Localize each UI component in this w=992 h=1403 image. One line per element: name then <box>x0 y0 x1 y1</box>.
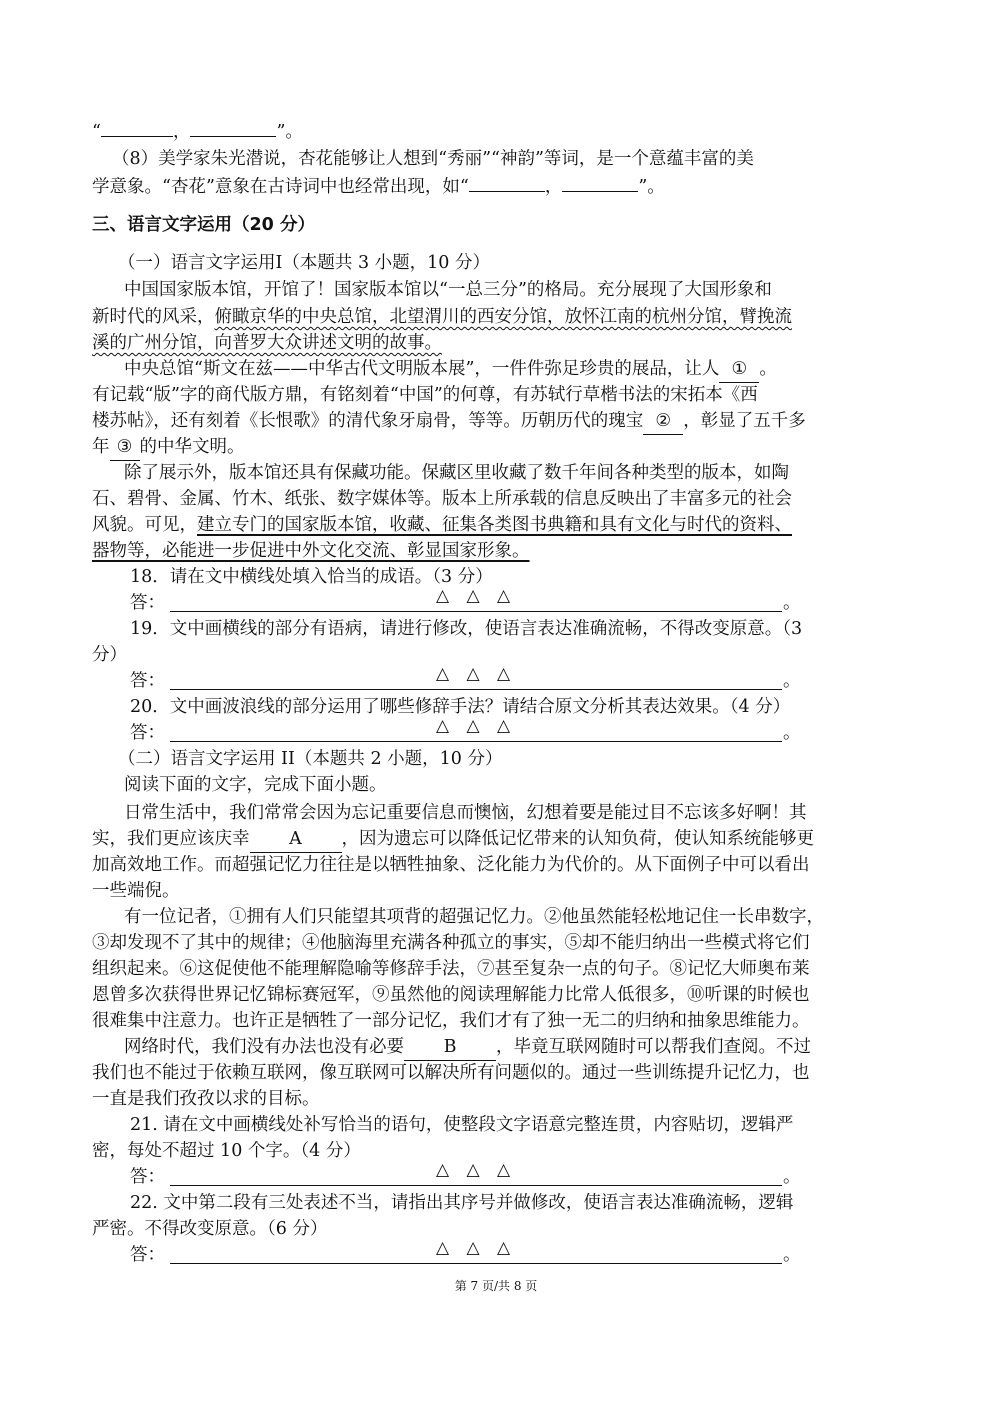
subsection-2-heading: （二）语言文字运用 II（本题共 2 小题，10 分） <box>118 749 503 769</box>
quote-open: “ <box>92 122 101 142</box>
para6-line3: 一直是我们孜孜以求的目标。 <box>92 1089 320 1109</box>
text: ，彰显了五千多 <box>683 411 806 431</box>
reading-instruction: 阅读下面的文字，完成下面小题。 <box>124 775 387 795</box>
question-19-line1: 19．文中画横线的部分有语病，请进行修改，使语言表达准确流畅，不得改变原意。（3 <box>130 619 803 639</box>
fill-blank[interactable] <box>469 173 545 192</box>
blank-3[interactable]: ③ <box>110 434 140 461</box>
para4-line2 <box>92 826 912 853</box>
para6-line1 <box>124 1034 944 1061</box>
underlined-text: 器物等，必能进一步促进中外文化交流、彰显国家形象。 <box>92 541 530 561</box>
para2-line4 <box>92 434 912 461</box>
poem-blank-line <box>92 118 912 145</box>
wavy-underlined-text: 溪的广州分馆，向普罗大众讲述文明的故事。 <box>92 333 442 353</box>
quote-close: ”。 <box>276 122 303 142</box>
text: 年 <box>92 437 110 457</box>
page-footer: 第 7 页/共 8 页 <box>454 1279 538 1293</box>
text: 中央总馆“斯文在兹——中华古代文明版本展”，一件件弥足珍贵的展品，让人 <box>124 359 720 379</box>
text: ，毕竟互联网随时可以帮我们查阅。不过 <box>496 1037 811 1057</box>
para2-line2: 有记载“版”字的商代版方鼎，有铭刻着“中国”的何尊，有苏轼行草楷书法的宋拓本《西 <box>92 385 758 405</box>
period: 。 <box>783 723 801 743</box>
text: 风貌。可见， <box>92 515 197 535</box>
period: 。 <box>783 593 801 613</box>
para1-line1: 中国国家版本馆，开馆了！国家版本馆以“一总三分”的格局。充分展现了大国形象和 <box>124 280 772 300</box>
fill-blank[interactable] <box>190 118 276 137</box>
para4-line4: 一些端倪。 <box>92 881 180 901</box>
para4-line3: 加高效地工作。而超强记忆力往往是以牺牲抽象、泛化能力为代价的。从下面例子中可以看出 <box>92 855 810 875</box>
period: 。 <box>783 1245 801 1265</box>
period: 。 <box>783 1167 801 1187</box>
text: 网络时代，我们没有办法也没有必要 <box>124 1037 404 1057</box>
placeholder-marks: △ △ △ <box>435 664 517 684</box>
para3-line4 <box>92 538 912 564</box>
para5-line4: 恩曾多次获得世界记忆锦标赛冠军，⑨虽然他的阅读理解能力比常人低很多，⑩听课的时候也 <box>92 985 810 1005</box>
para1-line3 <box>92 330 912 356</box>
para3-line2: 石、碧骨、金属、竹木、纸张、数字媒体等。版本上所承载的信息反映出了丰富多元的社会 <box>92 489 792 509</box>
para4-line1: 日常生活中，我们常常会因为忘记重要信息而懊恼，幻想着要是能过目不忘该多好啊！其 <box>124 803 807 823</box>
question-19-line2: 分） <box>92 645 127 665</box>
answer-label: 答： <box>130 1167 165 1187</box>
para3-line3 <box>92 512 912 538</box>
blank-1[interactable]: ① <box>719 356 759 383</box>
para5-line1: 有一位记者，①拥有人们只能望其项背的超强记忆力。②他虽然能轻松地记住一长串数字， <box>124 907 824 927</box>
subsection-1-heading: （一）语言文字运用Ⅰ（本题共 3 小题，10 分） <box>118 253 491 273</box>
placeholder-marks: △ △ △ <box>435 586 517 606</box>
para3-line1: 除了展示外，版本馆还具有保藏功能。保藏区里收藏了数千年间各种类型的版本，如陶 <box>124 463 789 483</box>
text: 的中华文明。 <box>139 437 245 457</box>
text: 楼苏帖》，还有刻着《长恨歌》的清代象牙扇骨，等等。历朝历代的瑰宝 <box>92 411 644 431</box>
wavy-underlined-text: 俯瞰京华的中央总馆，北望渭川的西安分馆，放怀江南的杭州分馆，臂挽流 <box>214 307 792 327</box>
text: ，因为遗忘可以降低记忆带来的认知负荷，使认知系统能够更 <box>341 829 814 849</box>
answer-line-18[interactable] <box>170 587 782 612</box>
para6-line2: 我们也不能过于依赖互联网，像互联网可以解决所有问题似的。通过一些训练提升记忆力，也 <box>92 1063 810 1083</box>
section-3-heading: 三、语言文字运用（20 分） <box>92 215 315 235</box>
placeholder-marks: △ △ △ <box>435 1238 517 1258</box>
answer-line-20[interactable] <box>170 717 782 742</box>
para5-line2: ③却发现不了其中的规律；④他脑海里充满各种孤立的事实，⑤却不能归纳出一些模式将它们 <box>92 933 810 953</box>
question-21-line1: 21. 请在文中画横线处补写恰当的语句，使整段文字语意完整连贯，内容贴切，逻辑严 <box>130 1115 794 1135</box>
quote-close: ”。 <box>638 177 665 197</box>
underlined-text: 建立专门的国家版本馆，收藏、征集各类图书典籍和具有文化与时代的资料、 <box>197 515 792 535</box>
answer-line-19[interactable] <box>170 665 782 690</box>
para5-line5: 很难集中注意力。也许正是牺牲了一部分记忆，我们才有了独一无二的归纳和抽象思维能力。 <box>92 1011 810 1031</box>
question-20: 20．文中画波浪线的部分运用了哪些修辞手法？请结合原文分析其表达效果。（4 分） <box>130 697 791 717</box>
text: 新时代的风采， <box>92 307 215 327</box>
answer-label: 答： <box>130 1245 165 1265</box>
answer-label: 答： <box>130 593 165 613</box>
answer-label: 答： <box>130 671 165 691</box>
blank-2[interactable]: ② <box>643 408 683 435</box>
text: 学意象。“杏花”意象在古诗词中也经常出现，如“ <box>92 177 469 197</box>
para2-line3 <box>92 408 912 435</box>
para5-line3: 组织起来。⑥这促使他不能理解隐喻等修辞手法，⑦甚至复杂一点的句子。⑧记忆大师奥布莱 <box>92 959 810 979</box>
fill-blank[interactable] <box>562 173 638 192</box>
placeholder-marks: △ △ △ <box>435 716 517 736</box>
period: 。 <box>783 671 801 691</box>
blank-A[interactable]: A <box>250 826 342 853</box>
placeholder-marks: △ △ △ <box>435 1160 517 1180</box>
question-21-line2: 密，每处不超过 10 个字。（4 分） <box>92 1141 361 1161</box>
q8-line-2 <box>92 173 912 200</box>
question-22-line2: 严密。不得改变原意。（6 分） <box>92 1219 328 1239</box>
question-22-line1: 22. 文中第二段有三处表述不当，请指出其序号并做修改，使语言表达准确流畅，逻辑 <box>130 1193 794 1213</box>
answer-line-21[interactable] <box>170 1161 782 1186</box>
q8-line-1: （8）美学家朱光潜说，杏花能够让人想到“秀丽”“神韵”等词，是一个意蕴丰富的美 <box>112 149 754 169</box>
comma: ， <box>172 122 191 142</box>
answer-line-22[interactable] <box>170 1239 782 1264</box>
para2-line1 <box>124 356 944 383</box>
text: 实，我们更应该庆幸 <box>92 829 250 849</box>
fill-blank[interactable] <box>101 118 173 137</box>
comma: ， <box>544 177 563 197</box>
text: 。 <box>759 359 777 379</box>
blank-B[interactable]: B <box>404 1034 496 1061</box>
para1-line2 <box>92 304 912 330</box>
question-18: 18．请在文中横线处填入恰当的成语。（3 分） <box>130 567 493 587</box>
answer-label: 答： <box>130 723 165 743</box>
